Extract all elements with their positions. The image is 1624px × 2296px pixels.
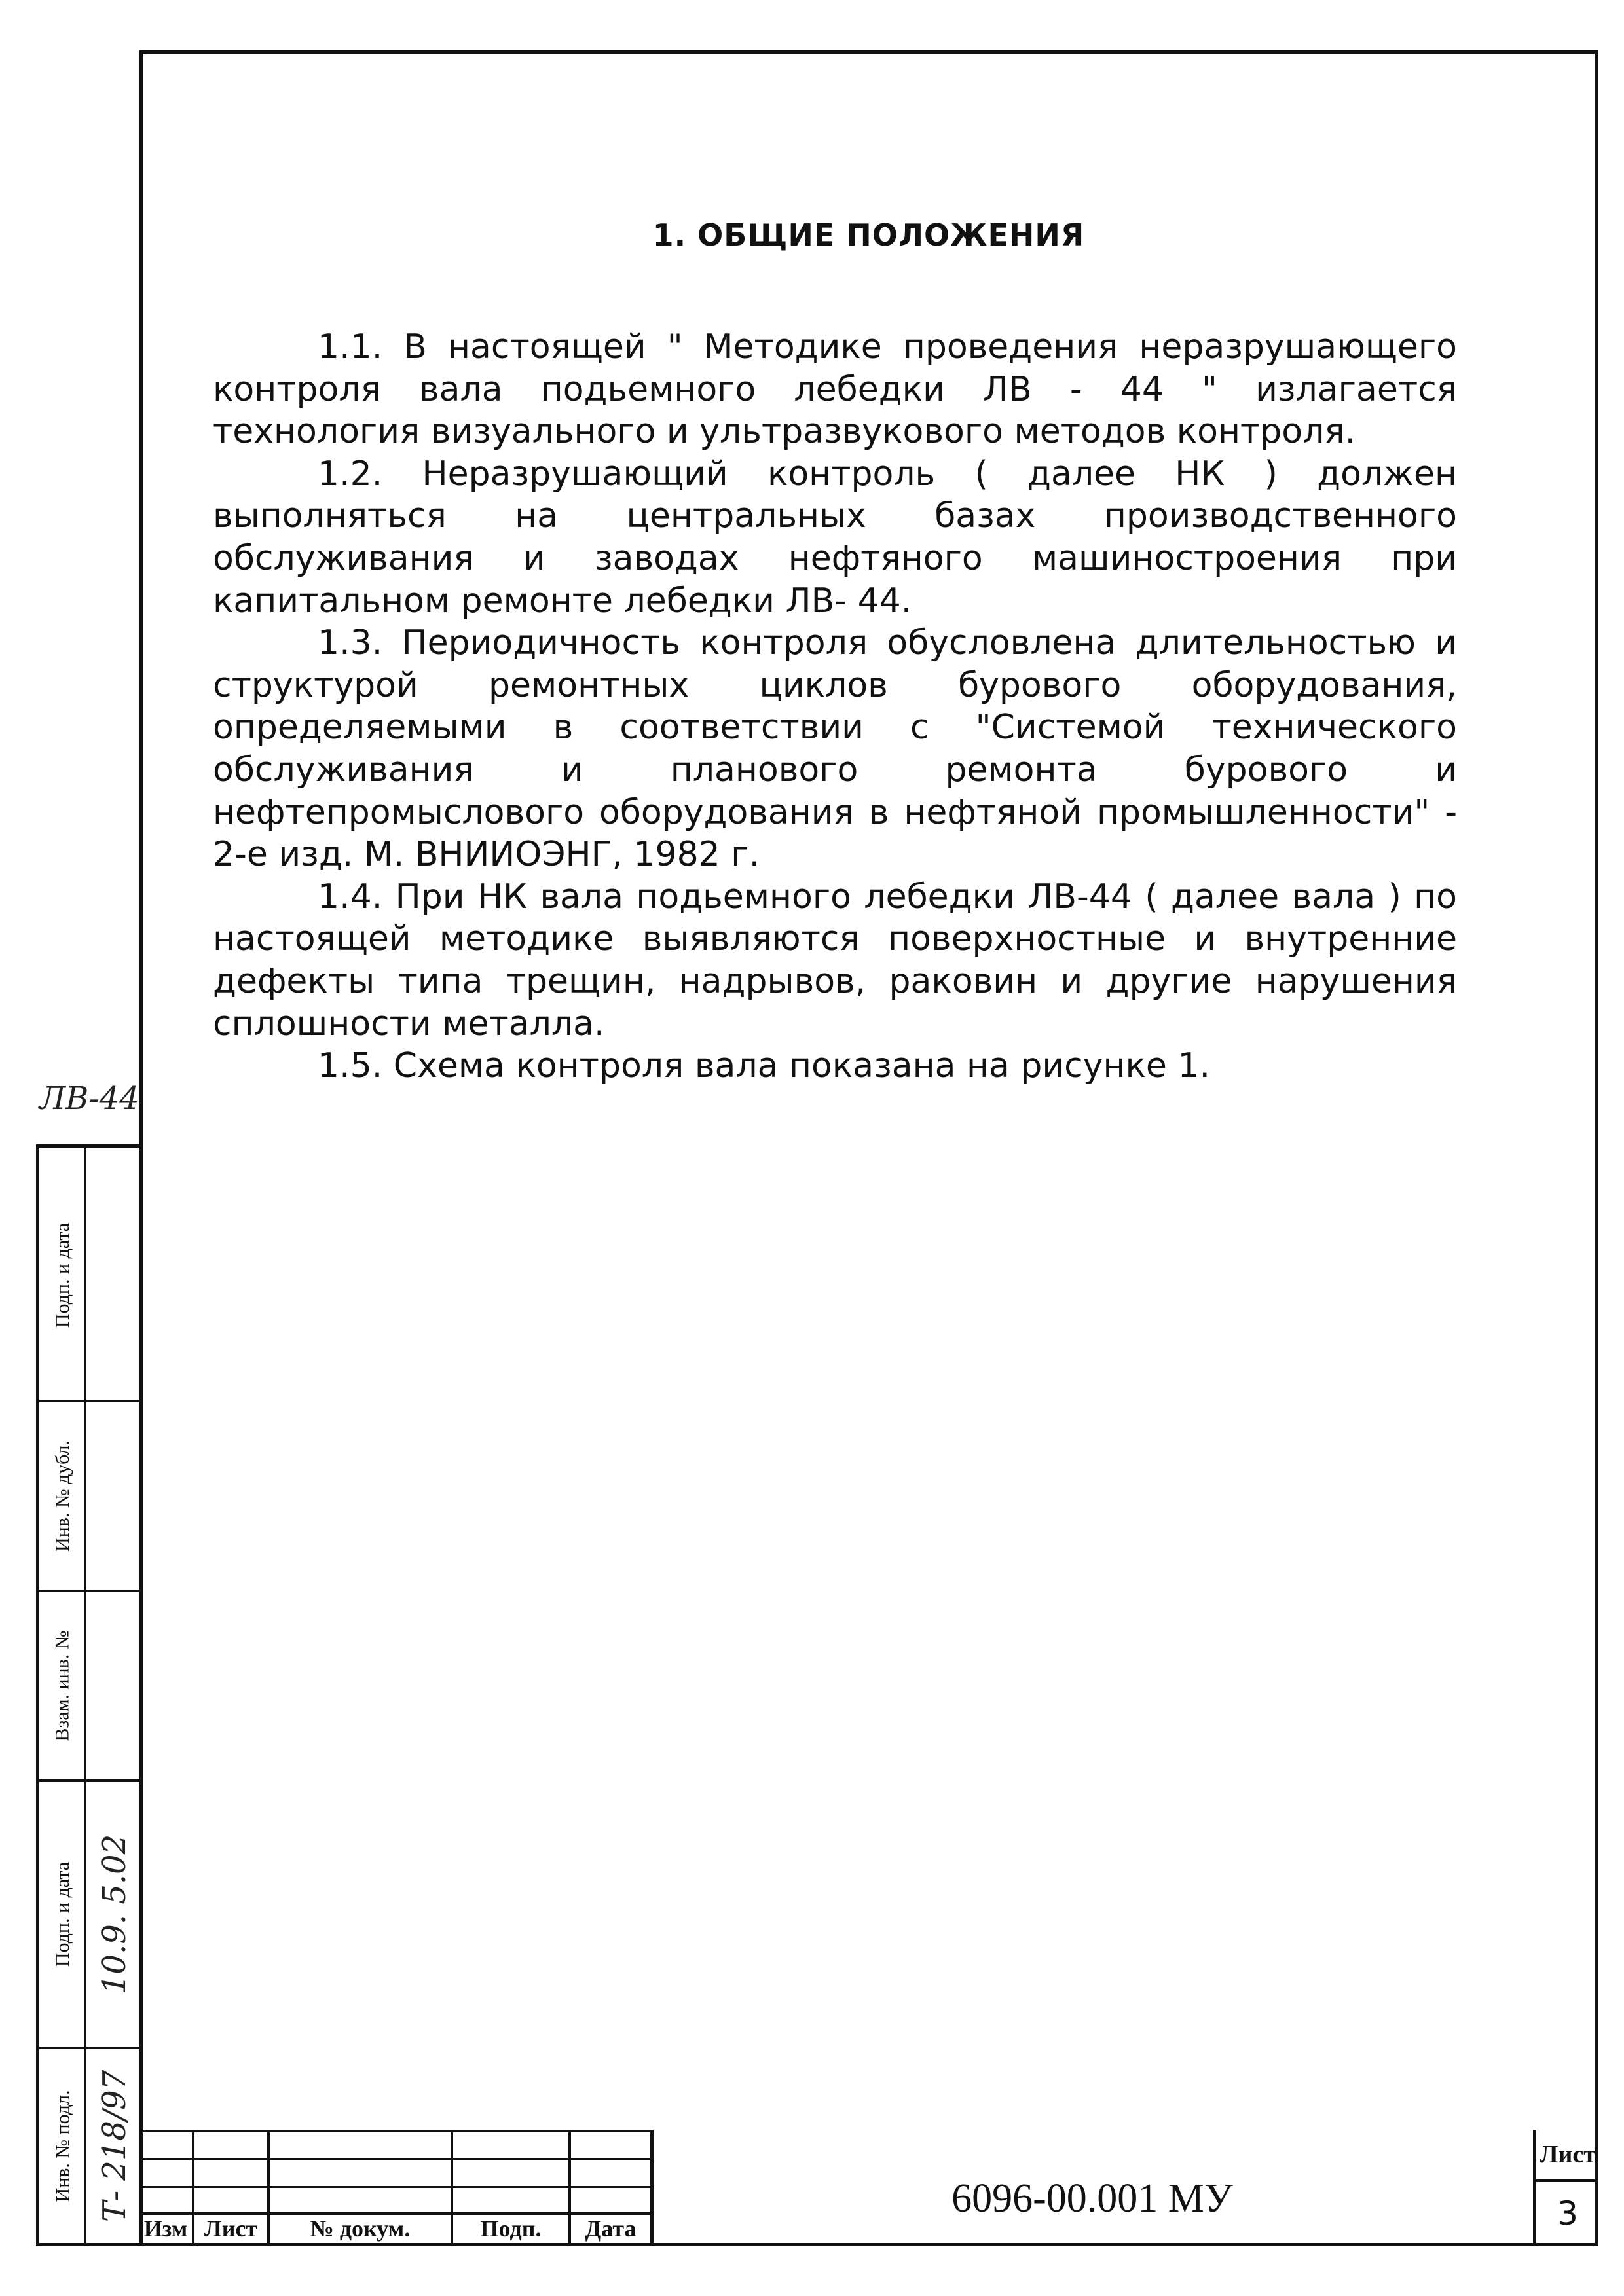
section-title: 1. ОБЩИЕ ПОЛОЖЕНИЯ — [652, 217, 1085, 253]
handwritten-model: ЛВ-44 — [39, 1080, 139, 1117]
tb-line — [139, 2158, 654, 2160]
sheet-number: 3 — [1557, 2194, 1578, 2232]
paragraph-1-5: 1.5. Схема контроля вала показана на рисунке 1. — [318, 1046, 1211, 1086]
tb-line — [1533, 2130, 1536, 2246]
label-inv-dup: Инв. № дубл. — [52, 1440, 73, 1552]
paragraph-1-1: 1.1. В настоящей " Методике проведения неразрушающего контроля вала подьемного лебедки ЛВ - 44 " излагается технология визуального и ультразвукового методов контроля. — [213, 327, 1457, 452]
tb-line — [139, 2186, 654, 2188]
handwritten-date: 10.9. 5.02 — [96, 1834, 134, 1995]
sheet-label: Лист — [1540, 2141, 1596, 2168]
document-designation: 6096-00.001 МУ — [951, 2176, 1233, 2221]
handwritten-inv-number: Т- 218/97 — [96, 2069, 134, 2223]
label-sign-date-1: Подп. и дата — [52, 1222, 73, 1328]
side-strip — [36, 1144, 143, 2246]
tb-header-sheet: Лист — [204, 2215, 258, 2242]
paragraph-1-2: 1.2. Неразрушающий контроль ( далее НК ) должен выполняться на центральных базах производственного обслуживания и заводах нефтяного машиностроения при капитальном ремонте лебедки ЛВ- 44. — [213, 454, 1457, 621]
tb-header-date: Дата — [585, 2215, 637, 2242]
body-text — [213, 326, 1457, 1087]
label-sign-date-2: Подп. и дата — [52, 1861, 73, 1967]
tb-header-change: Изм — [143, 2215, 188, 2242]
tb-line — [139, 2130, 654, 2132]
tb-header-doc-number: № докум. — [310, 2215, 411, 2242]
title-block — [139, 2130, 1598, 2246]
paragraph-1-4: 1.4. При НК вала подьемного лебедки ЛВ-44 ( далее вала ) по настоящей методике выявляются поверхностные и внутренние дефекты типа трещин, надрывов, раковин и другие нарушения сплошности металла. — [213, 877, 1457, 1044]
tb-header-signature: Подп. — [480, 2215, 542, 2242]
label-inv-orig: Инв. № подл. — [52, 2090, 73, 2202]
paragraph-1-3: 1.3. Периодичность контроля обусловлена длительностью и структурой ремонтных циклов бурового оборудования, определяемыми в соответствии с "Системой технического обслуживания и планового ремонта бурового и нефтепромыслового оборудования в нефтяной промышленности" - 2-е изд. М. ВНИИОЭНГ, 1982 г. — [213, 623, 1457, 875]
label-replace-inv: Взам. инв. № — [52, 1630, 73, 1741]
